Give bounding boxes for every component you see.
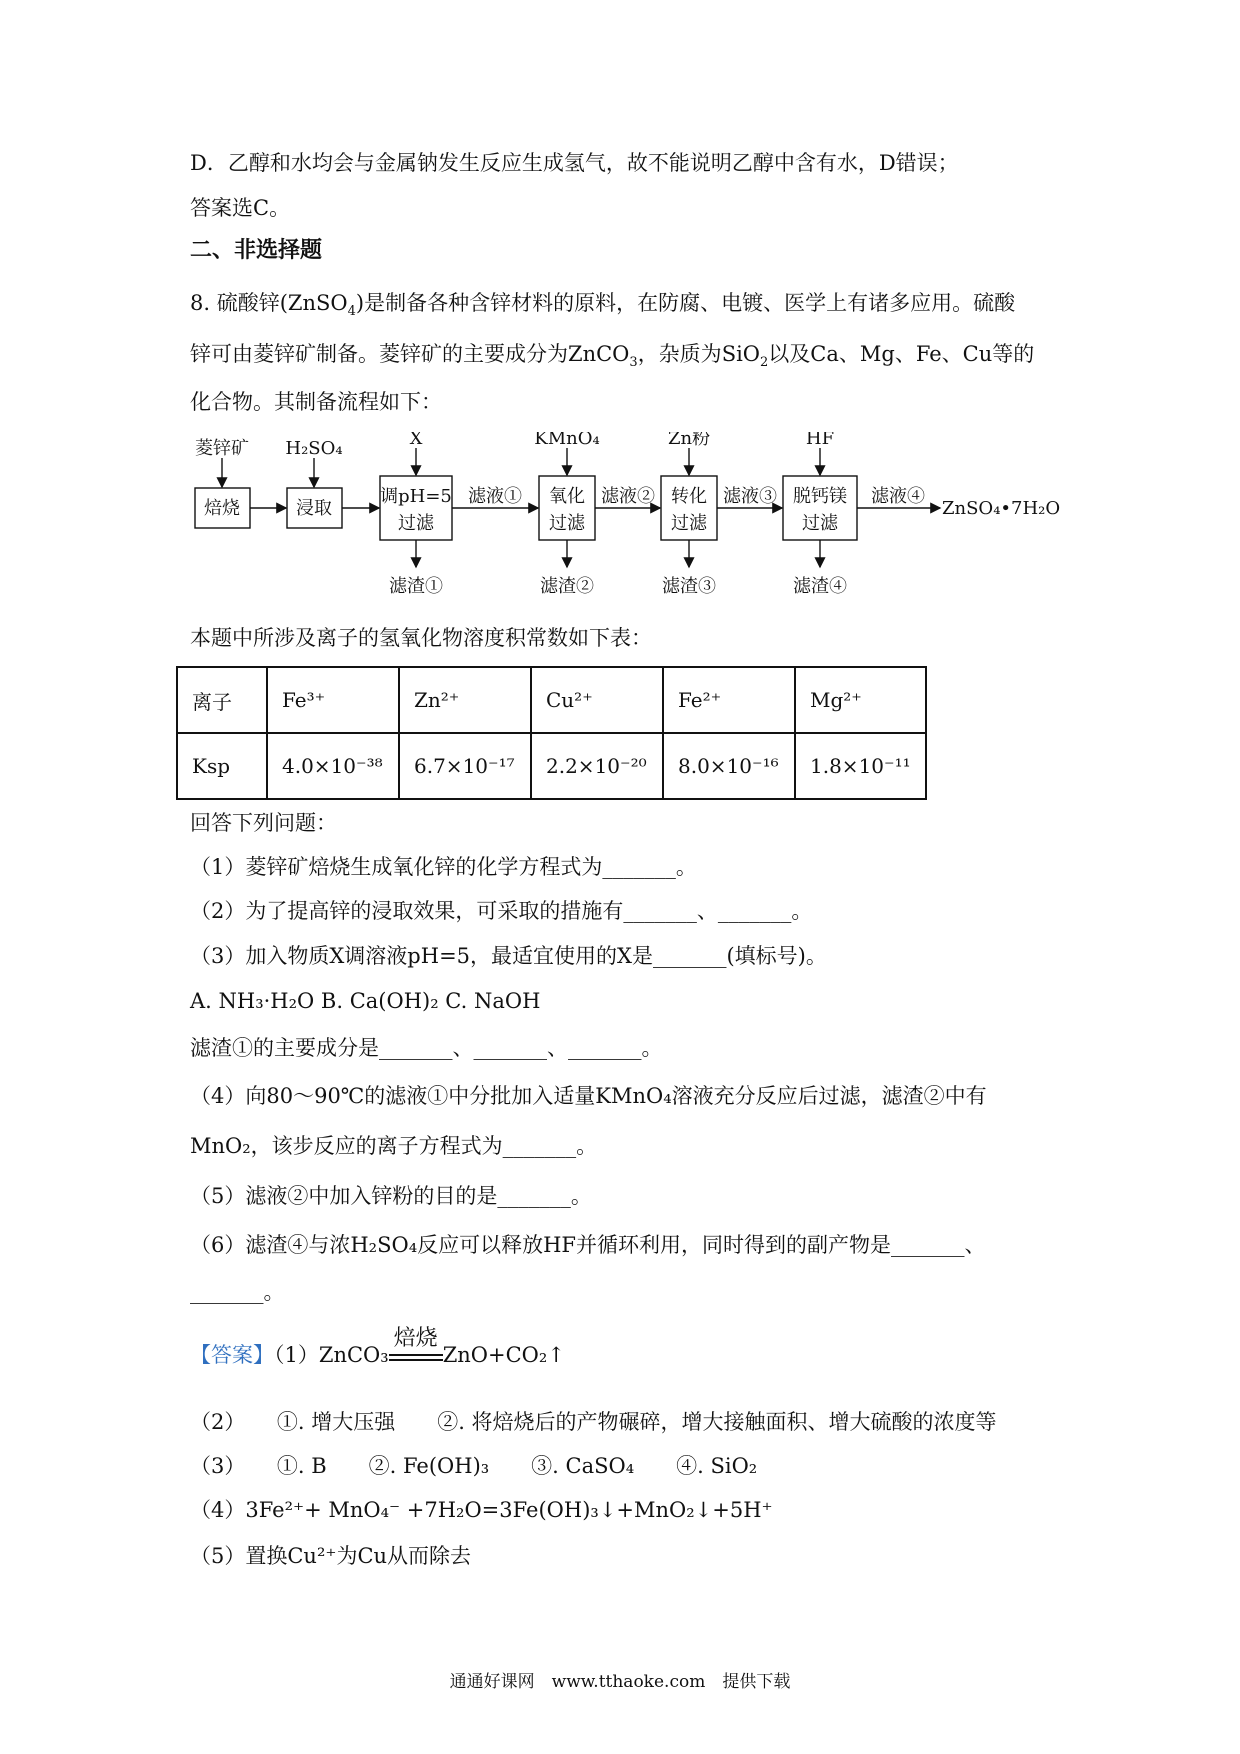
question-6-line-1: （6）滤渣④与浓H₂SO₄反应可以释放HF并循环利用，同时得到的副产物是_______、 <box>190 1233 986 1257</box>
question-4-line-2: MnO₂，该步反应的离子方程式为_______。 <box>190 1134 598 1158</box>
table-intro: 本题中所涉及离子的氢氧化物溶度积常数如下表： <box>190 626 652 650</box>
question-3-residue: 滤渣①的主要成分是_______、_______、_______。 <box>190 1036 663 1060</box>
filtrate-label: 滤液③ <box>723 486 777 507</box>
filtrate-label: 滤液④ <box>871 486 925 507</box>
section-heading: 二、非选择题 <box>190 238 323 263</box>
table-cell: 8.0×10⁻¹⁶ <box>663 733 795 799</box>
box-label: 焙烧 <box>204 498 240 519</box>
q8-text: 8. 硫酸锌( <box>190 291 288 315</box>
ksp-table <box>176 666 927 800</box>
residue-label: 滤渣② <box>540 576 594 597</box>
box-label: 氧化 <box>549 486 585 507</box>
table-cell: Fe³⁺ <box>267 667 399 733</box>
question-4-line-1: （4）向80～90℃的滤液①中分批加入适量KMnO₄溶液充分反应后过滤，滤渣②中有 <box>190 1084 987 1108</box>
table-row <box>177 733 926 799</box>
table-cell: 6.7×10⁻¹⁷ <box>399 733 531 799</box>
reaction-condition: 焙烧 <box>389 1354 443 1370</box>
box-label: 转化 <box>671 486 707 507</box>
answer-tag: 【答案】 <box>190 1343 274 1367</box>
answer-4: （4）3Fe²⁺+ MnO₄⁻ +7H₂O=3Fe(OH)₃↓+MnO₂↓+5H⁺ <box>190 1498 773 1522</box>
table-cell: 1.8×10⁻¹¹ <box>795 733 926 799</box>
flow-input: 菱锌矿 <box>195 438 249 459</box>
box-label: 浸取 <box>296 498 332 519</box>
q8-text: )是制备各种含锌材料的原料，在防腐、电镀、医学上有诸多应用。硫酸 <box>355 291 1016 315</box>
question-3-options: A. NH₃·H₂O B. Ca(OH)₂ C. NaOH <box>190 989 541 1013</box>
filtrate-label: 滤液② <box>601 486 655 507</box>
table-cell: 4.0×10⁻³⁸ <box>267 733 399 799</box>
box-label: 过滤 <box>802 513 838 534</box>
formula-znso4: ZnSO$_4$ <box>287 291 356 320</box>
box-label: 过滤 <box>671 513 707 534</box>
flow-input: X <box>409 432 423 449</box>
process-flowchart <box>190 432 1070 602</box>
flow-input: Zn粉 <box>667 432 711 449</box>
formula-znco3: ZnCO$_3$ <box>568 342 638 371</box>
question-6-line-2: _______。 <box>190 1280 285 1304</box>
box-label: 脱钙镁 <box>793 486 847 507</box>
table-cell: Ksp <box>177 733 267 799</box>
table-cell: 离子 <box>177 667 267 733</box>
box-label: 过滤 <box>398 513 434 534</box>
product-label: ZnSO₄•7H₂O <box>942 498 1061 519</box>
question-8-line-2: 锌可由菱锌矿制备。菱锌矿的主要成分为ZnCO$_3$，杂质为SiO$_2$以及Ca、Mg、Fe、Cu等的 <box>190 342 1035 371</box>
question-5: （5）滤液②中加入锌粉的目的是_______。 <box>190 1184 592 1208</box>
table-cell: Zn²⁺ <box>399 667 531 733</box>
filtrate-label: 滤液① <box>468 486 522 507</box>
question-8-line-1 <box>190 288 1015 318</box>
answer-3: （3） ①. B ②. Fe(OH)₃ ③. CaSO₄ ④. SiO₂ <box>190 1454 758 1478</box>
question-8-line-3: 化合物。其制备流程如下： <box>190 390 442 414</box>
page-footer: 通通好课网 www.tthaoke.com 提供下载 <box>449 1672 791 1692</box>
formula-sio2: SiO$_2$ <box>721 342 769 371</box>
answer-1: 【答案】（1）ZnCO₃ 焙烧 ZnO+CO₂↑ <box>190 1340 565 1370</box>
table-row <box>177 667 926 733</box>
answer-2: （2） ①. 增大压强 ②. 将焙烧后的产物碾碎，增大接触面积、增大硫酸的浓度等 <box>190 1410 997 1434</box>
flow-input: KMnO₄ <box>534 432 600 449</box>
residue-label: 滤渣① <box>389 576 443 597</box>
flowchart-svg <box>190 432 1070 602</box>
answer-intro: 回答下列问题： <box>190 811 337 835</box>
box-label: 调pH=5 <box>380 486 452 507</box>
residue-label: 滤渣③ <box>662 576 716 597</box>
residue-label: 滤渣④ <box>793 576 847 597</box>
table-cell: Cu²⁺ <box>531 667 663 733</box>
option-d-explanation: D．乙醇和水均会与金属钠发生反应生成氢气，故不能说明乙醇中含有水，D错误； <box>190 151 959 175</box>
table-cell: Mg²⁺ <box>795 667 926 733</box>
answer-5: （5）置换Cu²⁺为Cu从而除去 <box>190 1544 472 1568</box>
question-2: （2）为了提高锌的浸取效果，可采取的措施有_______、_______。 <box>190 899 813 923</box>
question-1: （1）菱锌矿焙烧生成氧化锌的化学方程式为_______。 <box>190 855 697 879</box>
question-3: （3）加入物质X调溶液pH=5，最适宜使用的X是_______(填标号)。 <box>190 944 827 968</box>
box-label: 过滤 <box>549 513 585 534</box>
table-cell: Fe²⁺ <box>663 667 795 733</box>
flow-input: HF <box>805 432 835 449</box>
table-cell: 2.2×10⁻²⁰ <box>531 733 663 799</box>
answer-c-line: 答案选C。 <box>190 196 291 220</box>
flow-input: H₂SO₄ <box>285 438 343 459</box>
